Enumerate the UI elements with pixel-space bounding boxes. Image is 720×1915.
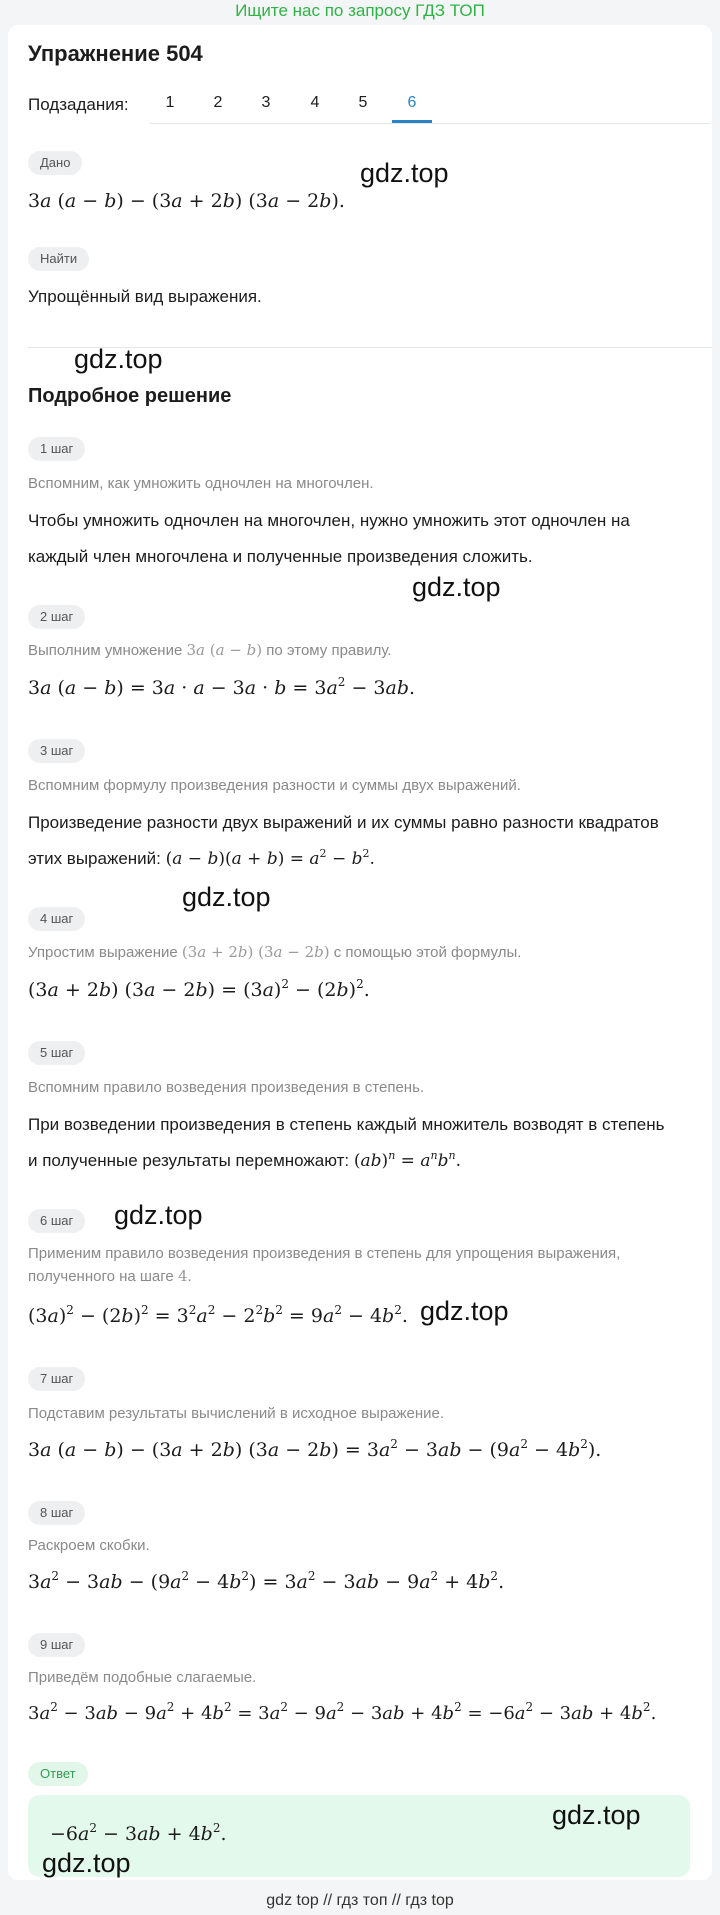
step-1-hint: Вспомним, как умножить одночлен на многочлен. [28, 475, 374, 492]
watermark: gdz.top [360, 158, 449, 188]
step-8-badge: 8 шаг [28, 1501, 85, 1525]
step-3-text: Произведение разности двух выражений и их суммы равно разности квадратов этих выражений: $(a - b)(a + b) = a^2 - b^2$. [28, 813, 659, 869]
step-6-hint-line2: полученного на шаге 4. [28, 1267, 192, 1285]
step-6-hint-line1: Применим правило возведения произведения в степень для упрощения выражения, [28, 1245, 621, 1262]
answer-expression: $-6a^2 - 3ab + 4b^2$. [50, 1821, 227, 1845]
step-6-badge: 6 шаг [28, 1209, 85, 1233]
step-5-badge: 5 шаг [28, 1041, 85, 1065]
watermark: gdz.top [42, 1848, 131, 1878]
step-7-badge: 7 шаг [28, 1367, 85, 1391]
step-8-hint: Раскроем скобки. [28, 1537, 150, 1554]
find-badge: Найти [28, 247, 89, 271]
step-3-badge: 3 шаг [28, 739, 85, 763]
tab-subtask-1[interactable]: 1 [165, 94, 175, 111]
top-banner[interactable]: Ищите нас по запросу ГДЗ ТОП [235, 1, 485, 20]
footer-links[interactable]: gdz top // гдз топ // гдз top [266, 1892, 454, 1909]
step-9-hint: Приведём подобные слагаемые. [28, 1669, 257, 1686]
step-2-hint: Выполним умножение 3a (a − b) по этому правилу. [28, 641, 392, 659]
subtasks-label: Подзадания: [28, 95, 129, 114]
answer-badge: Ответ [28, 1762, 88, 1786]
step-4-expression: (3a + 2b) $(3a - 2b) = (3a)^2 - (2b)^2$. [28, 977, 370, 1001]
watermark: gdz.top [552, 1800, 641, 1830]
step-2-badge: 2 шаг [28, 605, 85, 629]
given-badge: Дано [28, 151, 82, 175]
tab-subtask-3[interactable]: 3 [261, 94, 271, 111]
tab-subtask-4[interactable]: 4 [310, 94, 320, 111]
step-1-badge: 1 шаг [28, 437, 85, 461]
step-1-text: Чтобы умножить одночлен на многочлен, нужно умножить этот одночлен на каждый член многочлена и полученные произведения сложить. [28, 511, 630, 566]
step-9-badge: 9 шаг [28, 1633, 85, 1657]
step-2-expression: 3a $(a - b) = 3a \cdot a - 3a \cdot b = 3a^2 - 3ab$. [28, 675, 416, 699]
page-title: Упражнение 504 [28, 41, 203, 66]
step-7-expression: 3a (a − b) − (3a + 2b) $(3a - 2b) = 3a^2 - 3ab - (9a^2 - 4b^2)$. [28, 1437, 602, 1461]
solution-title: Подробное решение [28, 385, 232, 407]
tab-subtask-5[interactable]: 5 [358, 94, 368, 111]
step-6-expression: $(3a)^2 - (2b)^2 = 3^2a^2 - 2^2b^2 = 9a^2 - 4b^2$. [28, 1303, 408, 1327]
step-7-hint: Подставим результаты вычислений в исходное выражение. [28, 1405, 445, 1422]
step-4-badge: 4 шаг [28, 907, 85, 931]
step-4-hint: Упростим выражение (3a + 2b) (3a − 2b) с помощью этой формулы. [28, 943, 522, 961]
tab-subtask-2[interactable]: 2 [213, 94, 223, 111]
tab-subtask-6[interactable]: 6 [392, 85, 432, 123]
subtasks-tabs [150, 85, 710, 124]
step-5-hint: Вспомним правило возведения произведения в степень. [28, 1079, 425, 1096]
step-3-hint: Вспомним формулу произведения разности и суммы двух выражений. [28, 777, 521, 794]
watermark: gdz.top [182, 882, 271, 912]
exercise-card [8, 25, 712, 1880]
watermark: gdz.top [412, 572, 501, 602]
step-5-text: При возведении произведения в степень каждый множитель возводят в степень и полученные результаты перемножают: $(ab)^n = a^nb^n$. [28, 1115, 665, 1171]
given-expression: 3a (a − b) − (3a + 2b) (3a − 2b). [28, 190, 345, 212]
find-text: Упрощённый вид выражения. [28, 287, 262, 306]
watermark: gdz.top [420, 1296, 509, 1326]
step-9-expression: $3a^2 - 3ab - 9a^2 + 4b^2 = 3a^2 - 9a^2 - 3ab + 4b^2 = -6a^2 - 3ab + 4b^2$. [28, 1700, 657, 1724]
watermark: gdz.top [114, 1200, 203, 1230]
watermark: gdz.top [74, 344, 163, 374]
step-8-expression: $3a^2 - 3ab - (9a^2 - 4b^2) = 3a^2 - 3ab - 9a^2 + 4b^2$. [28, 1569, 505, 1593]
